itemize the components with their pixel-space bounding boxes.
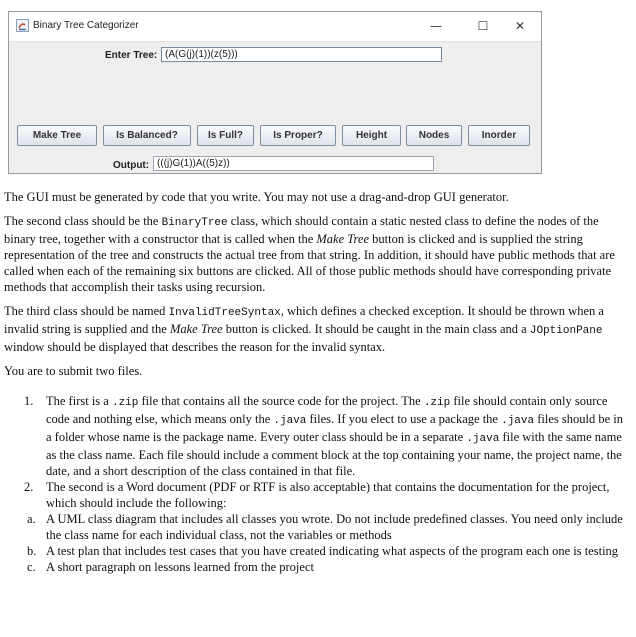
output-field: (((j)G(1))A((5)z)) bbox=[153, 156, 434, 171]
sublist-item-lessons: c. A short paragraph on lessons learned from the project bbox=[27, 560, 314, 574]
make-tree-button[interactable]: Make Tree bbox=[17, 125, 97, 146]
documentation-sublist bbox=[4, 511, 630, 575]
sublist-item-test-plan: b. A test plan that includes test cases that you have created indicating what aspects of the program each one is testing bbox=[27, 544, 619, 558]
app-window bbox=[8, 11, 542, 174]
code-invalidtreesyntax: InvalidTreeSyntax bbox=[168, 307, 281, 319]
make-tree-emphasis: Make Tree bbox=[169, 322, 223, 336]
window-content bbox=[9, 42, 541, 175]
inorder-button[interactable]: Inorder bbox=[468, 125, 530, 146]
list-item-zip: 1. The first is a .zip file that contains all the source code for the project. The .zip file should contain only source code and nothing else, which means only the .java files. If you elect to use a package the .java files should be in a folder whose name is the package name. Every outer class should be in a separate .java file with the same name as the class name. Each file should include a comment block at the top containing your name, the project name, the date, and a short description of the class contained in that file. bbox=[24, 394, 624, 478]
is-balanced-button[interactable]: Is Balanced? bbox=[103, 125, 191, 146]
output-label: Output: bbox=[113, 160, 150, 171]
code-joptionpane: JOptionPane bbox=[529, 325, 603, 337]
is-full-button[interactable]: Is Full? bbox=[197, 125, 254, 146]
nodes-button[interactable]: Nodes bbox=[406, 125, 462, 146]
paragraph-binarytree: The second class should be the BinaryTree class, which should contain a static nested class to define the nodes of the binary tree, together with a constructor that is called when the Make Tree button is clicked and is supplied the string representation of the tree and constructs the actual tree from that string. In addition, it should have public methods that are called when each of the remaining six buttons are clicked. All of those public methods should have corresponding private methods that accomplish their tasks using recursion. bbox=[4, 214, 615, 294]
title-bar bbox=[9, 12, 541, 42]
maximize-button[interactable]: ☐ bbox=[477, 19, 489, 33]
is-proper-button[interactable]: Is Proper? bbox=[260, 125, 336, 146]
make-tree-emphasis: Make Tree bbox=[316, 232, 370, 246]
paragraph-invalidtreesyntax: The third class should be named InvalidTreeSyntax, which defines a checked exception. It should be thrown when a invalid string is supplied and the Make Tree button is clicked. It should be caught in the main class and a JOptionPane window should be displayed that describes the reason for the invalid syntax. bbox=[4, 304, 604, 354]
java-app-icon bbox=[16, 19, 29, 32]
sublist-item-uml: a. A UML class diagram that includes all classes you wrote. Do not include predefined classes. You need only include the class name for each individual class, not the variables or methods bbox=[27, 512, 623, 542]
minimize-button[interactable]: — bbox=[430, 19, 442, 33]
enter-tree-label: Enter Tree: bbox=[105, 50, 158, 61]
close-button[interactable]: ✕ bbox=[514, 19, 526, 33]
paragraph-submit: You are to submit two files. bbox=[4, 364, 143, 378]
window-title: Binary Tree Categorizer bbox=[33, 20, 139, 31]
paragraph-gui: The GUI must be generated by code that you write. You may not use a drag-and-drop GUI generator. bbox=[4, 190, 509, 204]
code-binarytree: BinaryTree bbox=[161, 217, 228, 229]
assignment-text bbox=[4, 189, 630, 575]
submission-list bbox=[4, 393, 630, 575]
height-button[interactable]: Height bbox=[342, 125, 401, 146]
list-item-word-document: 2. The second is a Word document (PDF or RTF is also acceptable) that contains the documentation for the project, which should include the following: a. A UML class diagram that includes all classes you wrote. Do not include predefined classes. You need only include the class name for each individual class, not the variables or methods b. A test plan that includes test cases that you have created indicating what aspects of the program each one is testing c. A short paragraph on lessons learned from the project bbox=[4, 479, 630, 575]
enter-tree-input[interactable]: (A(G(j)(1))(z(5))) bbox=[161, 47, 442, 62]
